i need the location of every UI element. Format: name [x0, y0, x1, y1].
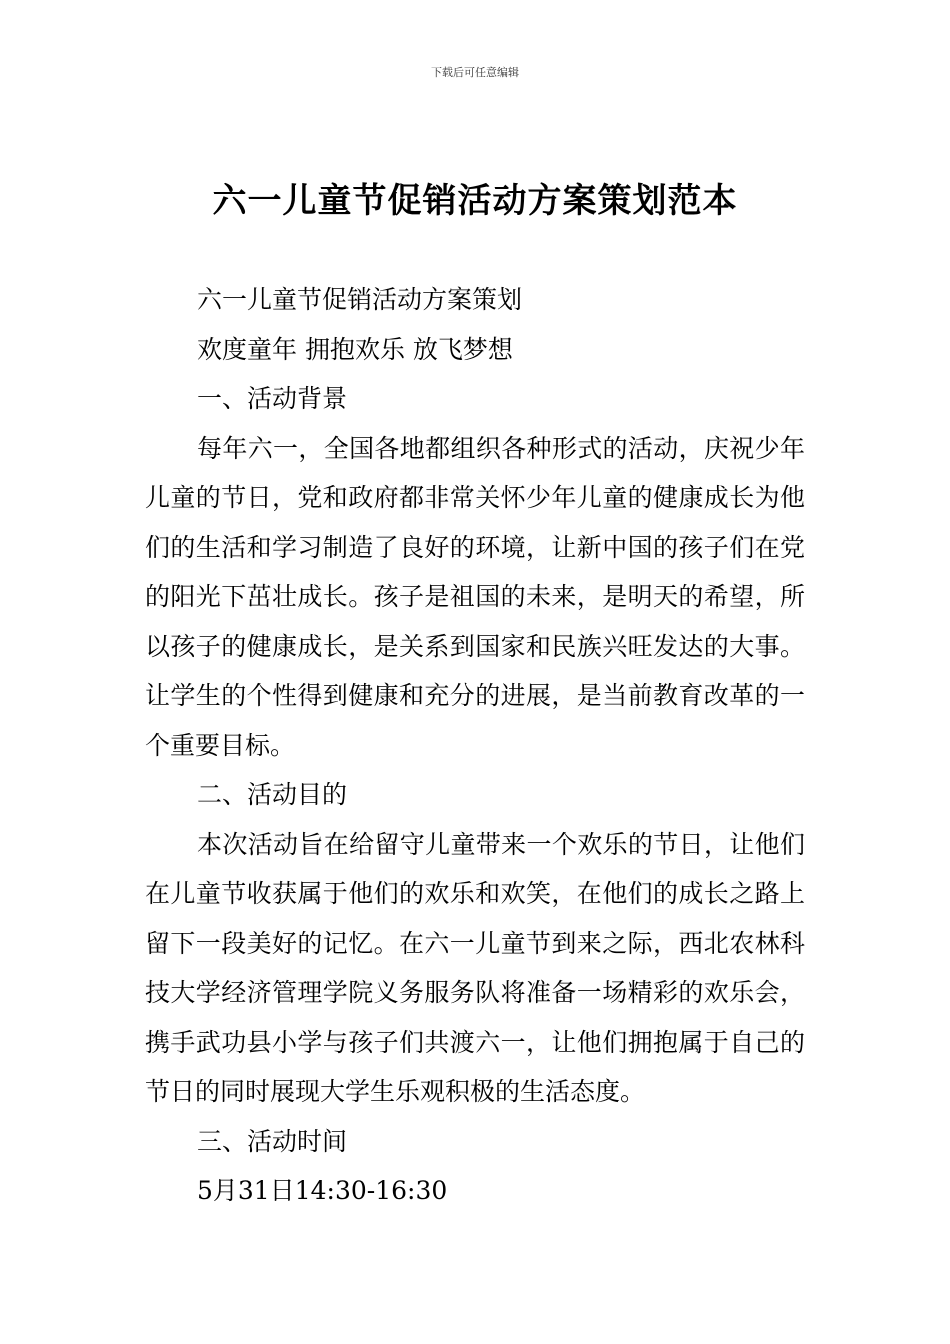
document-body — [145, 275, 805, 1216]
background-paragraph: 每年六一，全国各地都组织各种形式的活动，庆祝少年儿童的节日，党和政府都非常关怀少年儿童的健康成长为他们的生活和学习制造了良好的环境，让新中国的孩子们在党的阳光下茁壮成长。孩子是祖国的未来，是明天的希望，所以孩子的健康成长，是关系到国家和民族兴旺发达的大事。让学生的个性得到健康和充分的进展，是当前教育改革的一个重要目标。 — [145, 433, 805, 760]
purpose-paragraph: 本次活动旨在给留守儿童带来一个欢乐的节日，让他们在儿童节收获属于他们的欢乐和欢笑，在他们的成长之路上留下一段美好的记忆。在六一儿童节到来之际，西北农林科技大学经济管理学院义务服务队将准备一场精彩的欢乐会，携手武功县小学与孩子们共渡六一，让他们拥抱属于自己的节日的同时展现大学生乐观积极的生活态度。 — [145, 829, 805, 1106]
section-heading-purpose: 二、活动目的 — [197, 780, 348, 809]
slogan-paragraph: 欢度童年 拥抱欢乐 放飞梦想 — [197, 334, 513, 364]
subtitle-paragraph: 六一儿童节促销活动方案策划 — [197, 285, 523, 314]
time-paragraph: 5月31日14:30-16:30 — [197, 1176, 448, 1205]
section-heading-background: 一、活动背景 — [197, 384, 348, 413]
document-title: 六一儿童节促销活动方案策划范本 — [212, 181, 738, 221]
section-heading-time: 三、活动时间 — [197, 1126, 348, 1156]
header-note: 下载后可任意编辑 — [431, 66, 519, 79]
